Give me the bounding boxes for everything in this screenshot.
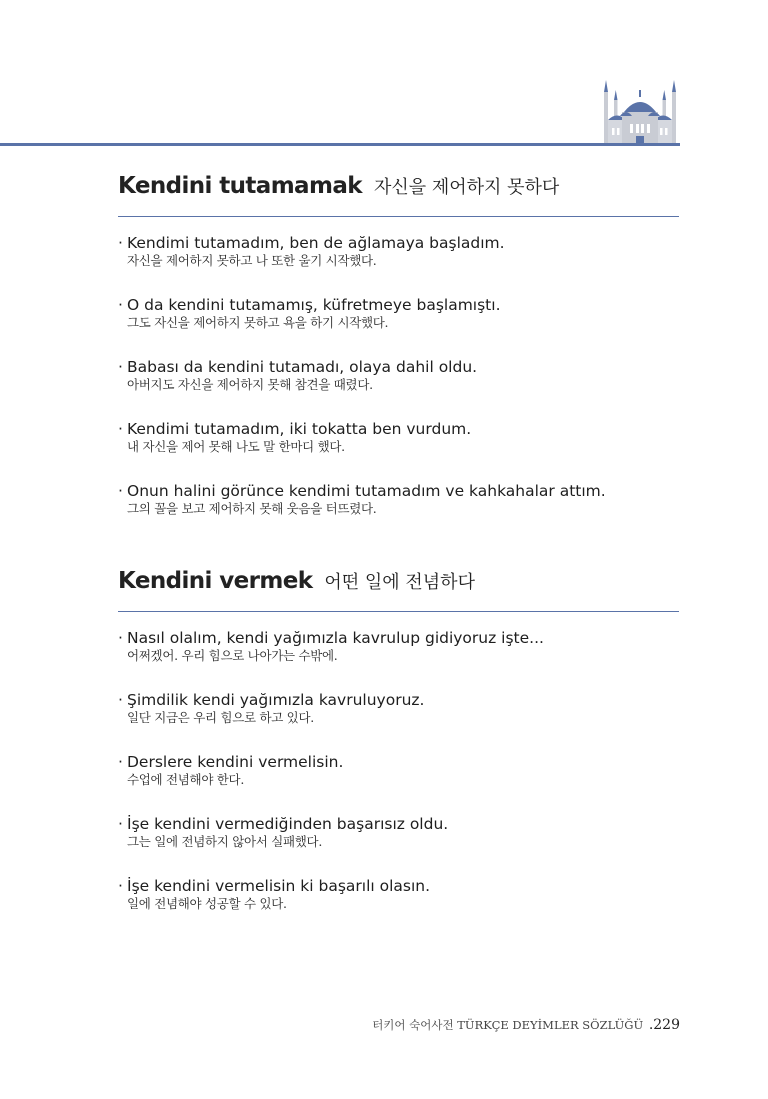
korean-translation: 아버지도 자신을 제어하지 못해 참견을 때렸다. <box>127 377 373 392</box>
entry-heading <box>118 563 679 599</box>
turkish-text: Onun halini görünce kendimi tutamadım ve kahkahalar attım. <box>127 482 606 500</box>
example-item <box>118 690 679 752</box>
bullet: · <box>118 482 123 500</box>
page-footer <box>372 1017 680 1033</box>
bullet: · <box>118 753 123 771</box>
korean-translation: 어쩌겠어. 우리 힘으로 나아가는 수밖에. <box>127 648 338 663</box>
korean-translation: 자신을 제어하지 못하고 나 또한 울기 시작했다. <box>127 253 377 268</box>
heading-rule <box>118 611 679 612</box>
entry-heading <box>118 168 679 204</box>
entry-meaning: 자신을 제어하지 못하다 <box>373 177 560 198</box>
turkish-text: İşe kendini vermediğinden başarısız oldu. <box>127 815 449 833</box>
example-item <box>118 876 679 938</box>
bullet: · <box>118 877 123 895</box>
turkish-text: İşe kendini vermelisin ki başarılı olasın. <box>127 877 431 895</box>
example-item <box>118 752 679 814</box>
header-rule <box>0 143 680 146</box>
entry-term: Kendini tutamamak <box>118 173 362 199</box>
turkish-sentence <box>118 357 679 377</box>
turkish-sentence <box>118 628 679 648</box>
entry-kendini-vermek <box>118 563 679 938</box>
example-item <box>118 295 679 357</box>
korean-translation: 수업에 전념해야 한다. <box>127 772 244 787</box>
turkish-sentence <box>118 233 679 253</box>
bullet: · <box>118 629 123 647</box>
turkish-text: O da kendini tutamamış, küfretmeye başlamıştı. <box>127 296 501 314</box>
bullet: · <box>118 234 123 252</box>
mosque-icon <box>600 78 680 144</box>
example-item <box>118 628 679 690</box>
turkish-text: Nasıl olalım, kendi yağımızla kavrulup gidiyoruz işte... <box>127 629 544 647</box>
example-item <box>118 814 679 876</box>
korean-translation: 일단 지금은 우리 힘으로 하고 있다. <box>127 710 314 725</box>
turkish-text: Şimdilik kendi yağımızla kavruluyoruz. <box>127 691 425 709</box>
turkish-text: Kendimi tutamadım, ben de ağlamaya başladım. <box>127 234 505 252</box>
turkish-text: Babası da kendini tutamadı, olaya dahil oldu. <box>127 358 478 376</box>
turkish-sentence <box>118 295 679 315</box>
korean-translation: 그의 꼴을 보고 제어하지 못해 웃음을 터뜨렸다. <box>127 501 377 516</box>
bullet: · <box>118 420 123 438</box>
example-item <box>118 233 679 295</box>
bullet: · <box>118 296 123 314</box>
entry-term: Kendini vermek <box>118 568 313 594</box>
entry-kendini-tutamamak <box>118 168 679 543</box>
korean-translation: 그도 자신을 제어하지 못하고 욕을 하기 시작했다. <box>127 315 389 330</box>
bullet: · <box>118 815 123 833</box>
korean-translation: 그는 일에 전념하지 않아서 실패했다. <box>127 834 322 849</box>
example-item <box>118 481 679 543</box>
turkish-sentence <box>118 419 679 439</box>
book-title: 터키어 숙어사전 TÜRKÇE DEYİMLER SÖZLÜĞÜ <box>372 1018 644 1032</box>
turkish-sentence <box>118 481 679 501</box>
turkish-sentence <box>118 752 679 772</box>
turkish-sentence <box>118 814 679 834</box>
entry-meaning: 어떤 일에 전념하다 <box>324 572 475 593</box>
example-list <box>118 628 679 938</box>
example-list <box>118 233 679 543</box>
heading-rule <box>118 216 679 217</box>
bullet: · <box>118 691 123 709</box>
turkish-sentence <box>118 690 679 710</box>
turkish-sentence <box>118 876 679 896</box>
korean-translation: 일에 전념해야 성공할 수 있다. <box>127 896 287 911</box>
bullet: · <box>118 358 123 376</box>
page-number: .229 <box>648 1017 680 1033</box>
turkish-text: Kendimi tutamadım, iki tokatta ben vurdum. <box>127 420 472 438</box>
example-item <box>118 419 679 481</box>
korean-translation: 내 자신을 제어 못해 나도 말 한마디 했다. <box>127 439 345 454</box>
turkish-text: Derslere kendini vermelisin. <box>127 753 344 771</box>
example-item <box>118 357 679 419</box>
